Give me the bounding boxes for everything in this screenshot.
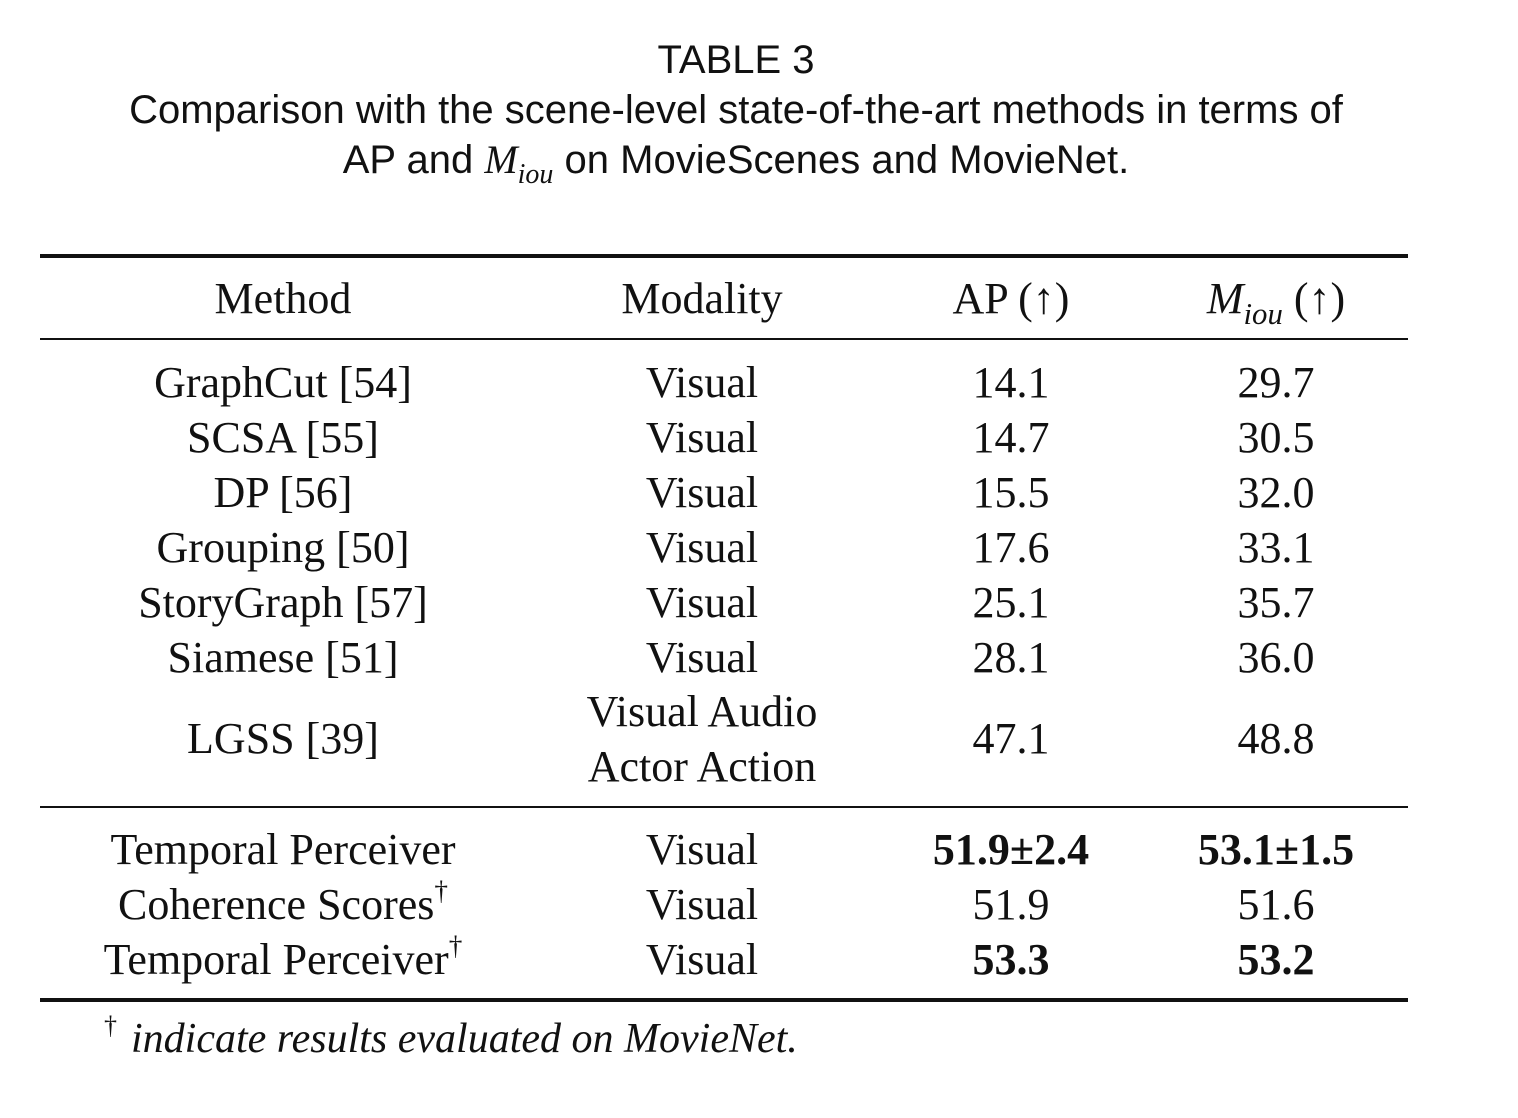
table-middle-rule: [40, 806, 1408, 808]
cell-miou: 36.0: [1237, 633, 1315, 682]
cell-method: StoryGraph [57]: [138, 578, 428, 627]
cell-miou: 53.1±1.5: [1197, 825, 1355, 874]
caption-line-2: [0, 136, 1472, 190]
table-top-rule: [40, 254, 1408, 258]
cell-modality-line-2: Actor Action: [587, 742, 817, 791]
cell-modality: Visual: [645, 468, 759, 517]
header-miou-math: $M_{iou}$: [1206, 274, 1283, 331]
cell-ap: 51.9: [972, 880, 1050, 929]
cell-ap: 14.1: [972, 358, 1050, 407]
cell-modality: Visual: [645, 825, 759, 874]
cell-miou: 29.7: [1237, 358, 1315, 407]
table-bottom-rule: [40, 998, 1408, 1002]
footnote-dagger-mark: †: [104, 1010, 118, 1040]
table-footnote: [104, 1012, 798, 1067]
cell-ap: 25.1: [972, 578, 1050, 627]
table-label: TABLE 3: [657, 38, 815, 82]
cell-method: GraphCut [54]: [154, 358, 412, 407]
cell-method: LGSS [39]: [187, 714, 379, 763]
cell-method: Temporal Perceiver: [110, 825, 456, 874]
cell-ap: 17.6: [972, 523, 1050, 572]
caption-text-pre: AP and: [342, 138, 485, 182]
cell-method: Temporal Perceiver†: [103, 930, 463, 984]
cell-miou: 51.6: [1237, 880, 1315, 929]
cell-modality: Visual: [645, 578, 759, 627]
cell-method: Grouping [50]: [156, 523, 410, 572]
header-ap: AP (↑): [952, 274, 1070, 323]
cell-ap: 15.5: [972, 468, 1050, 517]
cell-modality: Visual: [645, 523, 759, 572]
cell-miou: 53.2: [1237, 935, 1315, 984]
footnote-text: indicate results evaluated on MovieNet.: [131, 1016, 798, 1062]
cell-ap: 51.9±2.4: [932, 825, 1090, 874]
table-header-rule: [40, 338, 1408, 340]
cell-modality: Visual: [645, 358, 759, 407]
header-miou: $M_{iou}$ (↑): [1206, 274, 1346, 331]
cell-ap: 47.1: [972, 714, 1050, 763]
dagger-mark: †: [434, 875, 449, 906]
caption-text-post: on MovieScenes and MovieNet.: [553, 138, 1130, 182]
cell-ap: 53.3: [972, 935, 1050, 984]
header-modality: Modality: [621, 274, 783, 323]
cell-miou: 30.5: [1237, 413, 1315, 462]
cell-ap: 14.7: [972, 413, 1050, 462]
cell-miou: 33.1: [1237, 523, 1315, 572]
cell-ap: 28.1: [972, 633, 1050, 682]
cell-miou: 32.0: [1237, 468, 1315, 517]
caption-line-1: Comparison with the scene-level state-of-the-art methods in terms of: [129, 88, 1343, 132]
header-method: Method: [214, 274, 352, 323]
cell-modality-line-1: Visual Audio: [586, 687, 818, 736]
cell-miou: 35.7: [1237, 578, 1315, 627]
cell-method: Siamese [51]: [167, 633, 399, 682]
cell-method: SCSA [55]: [187, 413, 379, 462]
caption-math-miou: $M_{iou}$: [484, 137, 554, 190]
cell-modality: Visual: [645, 935, 759, 984]
cell-method: DP [56]: [213, 468, 353, 517]
cell-modality: Visual: [645, 880, 759, 929]
cell-method: Coherence Scores†: [117, 875, 449, 929]
dagger-mark: †: [448, 930, 463, 961]
cell-modality: Visual: [645, 633, 759, 682]
cell-miou: 48.8: [1237, 714, 1315, 763]
cell-modality: Visual: [645, 413, 759, 462]
